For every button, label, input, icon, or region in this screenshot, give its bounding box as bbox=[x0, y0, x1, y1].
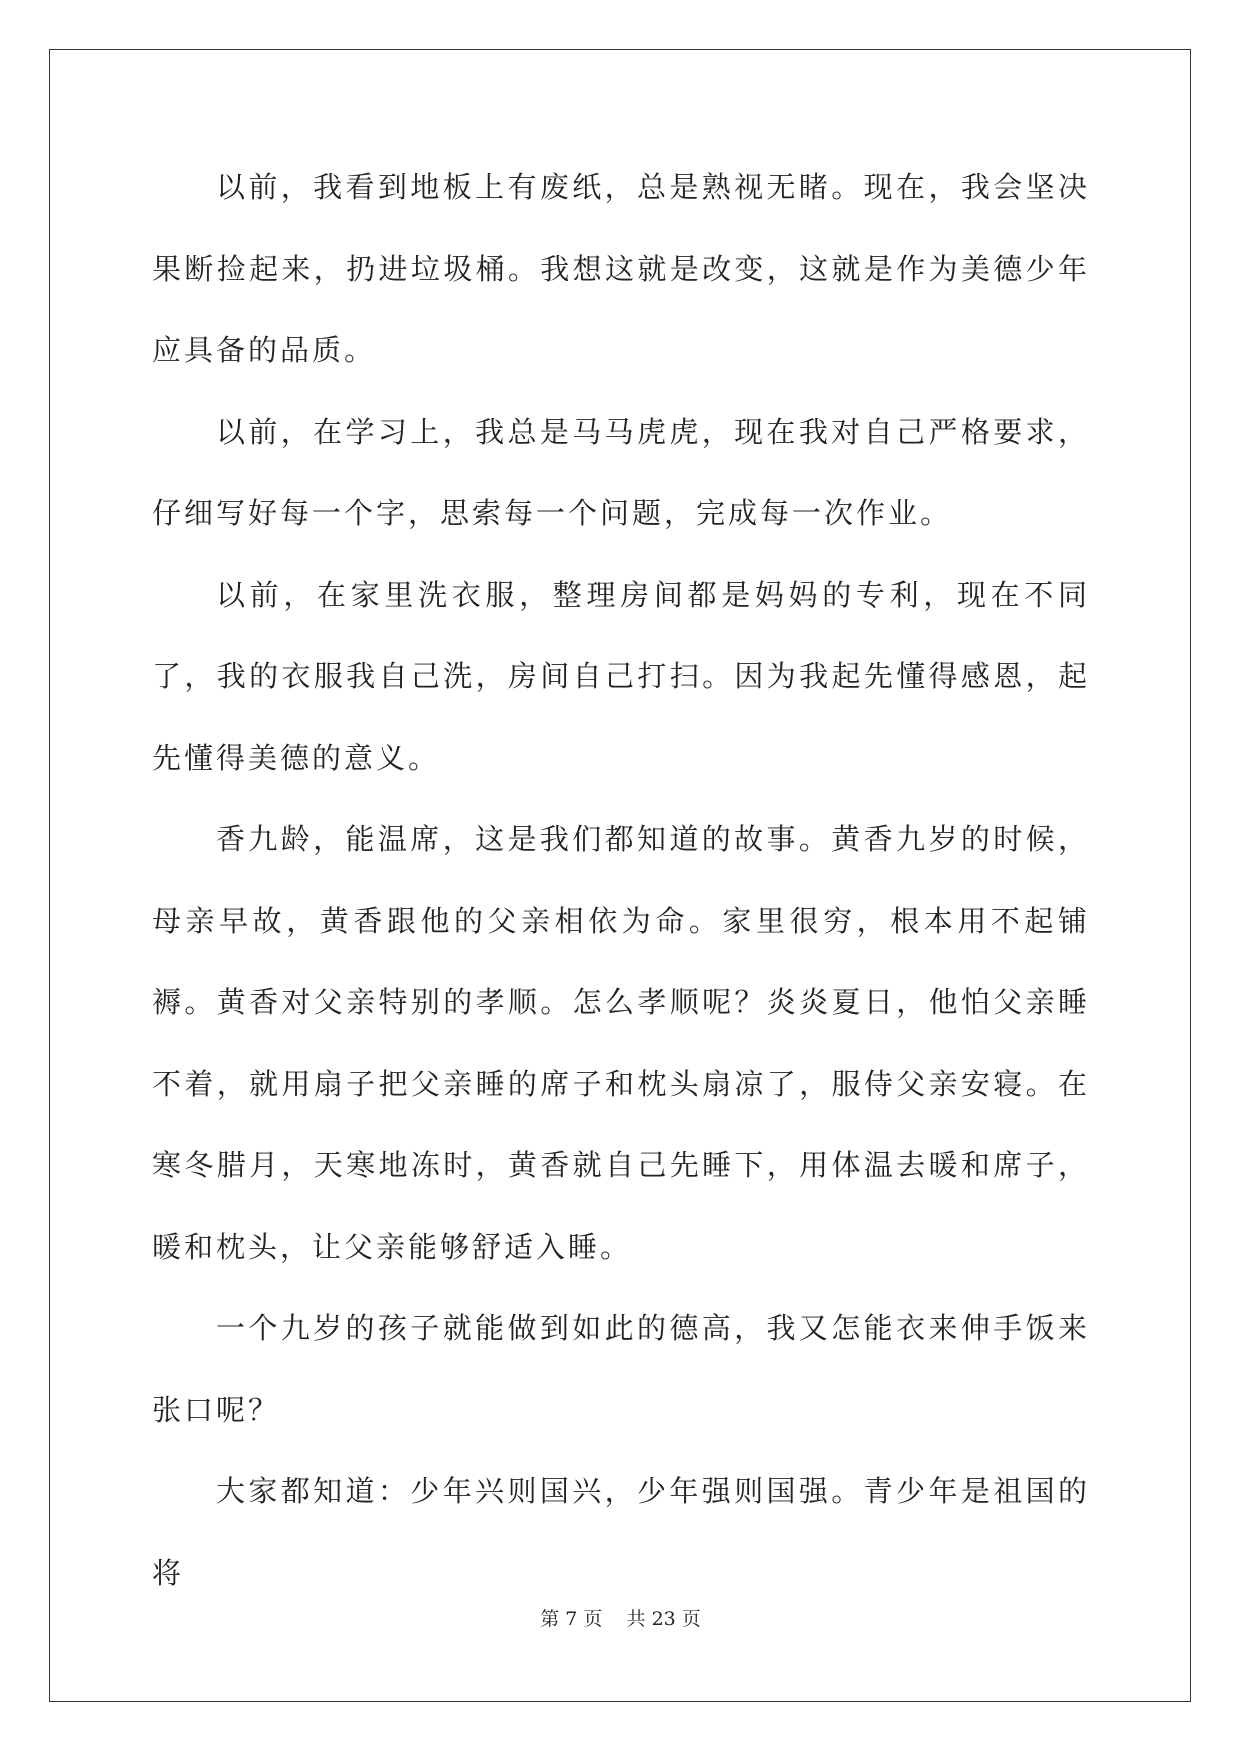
page-number: 第 7 页 bbox=[540, 1608, 603, 1630]
document-body bbox=[152, 147, 1090, 1614]
page-total: 共 23 页 bbox=[626, 1608, 701, 1630]
page-footer bbox=[0, 1604, 1241, 1631]
paragraph: 大家都知道：少年兴则国兴，少年强则国强。青少年是祖国的将 bbox=[152, 1474, 1090, 1590]
paragraph: 以前，在学习上，我总是马马虎虎，现在我对自己严格要求，仔细写好每一个字，思索每一个问题，完成每一次作业。 bbox=[152, 414, 1090, 530]
paragraph: 以前，在家里洗衣服，整理房间都是妈妈的专利，现在不同了，我的衣服我自己洗，房间自己打扫。因为我起先懂得感恩，起先懂得美德的意义。 bbox=[152, 577, 1090, 775]
paragraph: 以前，我看到地板上有废纸，总是熟视无睹。现在，我会坚决果断捡起来，扔进垃圾桶。我想这就是改变，这就是作为美德少年应具备的品质。 bbox=[152, 170, 1090, 367]
paragraph: 一个九岁的孩子就能做到如此的德高，我又怎能衣来伸手饭来张口呢？ bbox=[152, 1311, 1090, 1427]
paragraph: 香九龄，能温席，这是我们都知道的故事。黄香九岁的时候，母亲早故，黄香跟他的父亲相依为命。家里很穷，根本用不起铺褥。黄香对父亲特别的孝顺。怎么孝顺呢？炎炎夏日，他怕父亲睡不着，就用扇子把父亲睡的席子和枕头扇凉了，服侍父亲安寝。在寒冬腊月，天寒地冻时，黄香就自己先睡下，用体温去暖和席子，暖和枕头，让父亲能够舒适入睡。 bbox=[152, 822, 1090, 1264]
